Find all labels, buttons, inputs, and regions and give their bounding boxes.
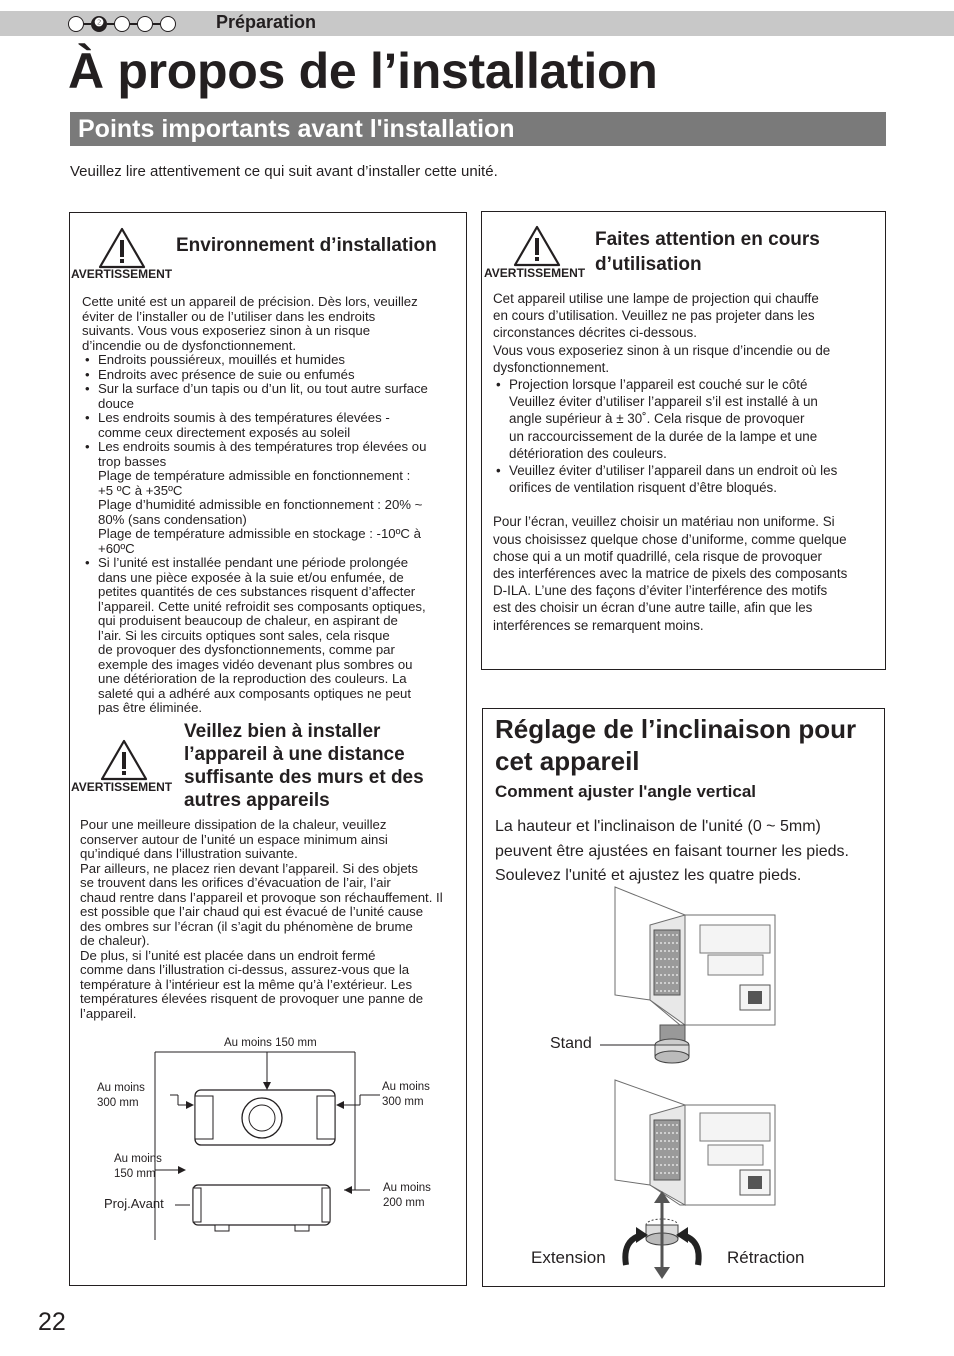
- warning-label: AVERTISSEMENT: [71, 267, 173, 281]
- list-item: • Endroits poussiéreux, mouillés et humides: [98, 353, 460, 368]
- diagram-label-top: Au moins 150 mm: [224, 1037, 317, 1049]
- distance-text: Pour une meilleure dissipation de la chaleur, veuillez conserver autour de l’unité un espace minimum ainsi qu’indiqué dans l’illustration suivante. Par ailleurs, ne placez rien devant l’appareil. Si des objets se trouvent dans les orifices d’évacuation de l’air, l’air chaud rentre dans l’appareil et provoque son réchauffement. Il est possible que l’air chaud qui est évacué de l’unité cause des ombres sur l’écran (il s’agit du phénomène de brume de chaleur). De plus, si l’unité est placée dans un endroit fermé comme dans l’illustration ci-dessus, assurez-vous que la température à l’intérieur est la même qu’à l’extérieur. Les températures élevées risquent de provoquer une panne de l’appareil.: [80, 817, 443, 1021]
- list-item: • Les endroits soumis à des températures trop élevées ou trop basses Plage de température admissible en fonctionnement : +5 ºC à +35ºC Plage d’humidité admissible en fonctionnement : 20% ~ 80% (sans condensation) Plage de température admissible en stockage : -10ºC à +60ºC: [98, 440, 460, 556]
- step-dot-active: ❷: [91, 16, 107, 32]
- warning-label: AVERTISSEMENT: [71, 780, 173, 794]
- attention-text: Cet appareil utilise une lampe de projection qui chauffe en cours d’utilisation. Veuillez ne pas projeter dans les circonstances décrites ci-dessous. Vous vous exposeriez sinon à un risque d’incendie ou de dysfonctionnement. • Projection lorsque l’appareil est couché sur le côté Veuillez éviter d’utiliser l’appareil s’il est installé à un angle supérieur à ± 30˚. Cela risque de provoquer un raccourcissement de la durée de la lampe et une détérioration des couleurs. • Veuillez éviter d’utiliser l’appareil dans un endroit où les orifices de ventilation risquent d’être bloqués. Pour l’écran, veuillez choisir un matériau non uniforme. Si vous choisissez quelque chose d’uniforme, comme quelque chose qui a un motif quadrillé, cela risque de provoquer des interférences avec la matrice de pixels des composants D-ILA. L’une des façons d’éviter l’interférence des motifs est des choisir un écran d’une autre taille, afin que les interférences se remarquent moins.: [493, 290, 879, 634]
- tilt-subtitle: Comment ajuster l'angle vertical: [495, 782, 757, 801]
- retraction-label: Rétraction: [727, 1248, 805, 1267]
- step-indicator: [68, 14, 176, 34]
- intro-text: Veuillez lire attentivement ce qui suit avant d’installer cette unité.: [70, 163, 498, 180]
- step-dot: [160, 16, 176, 32]
- env-title: Environnement d’installation: [176, 235, 437, 256]
- attention-title: Faites attention en cours d’utilisation: [595, 229, 820, 275]
- subheading: Points importants avant l'installation: [78, 115, 515, 143]
- tilt-text: La hauteur et l'inclinaison de l'unité (0 ~ 5mm) peuvent être ajustées en faisant tourner les pieds. Soulevez l'unité et ajustez les quatre pieds.: [495, 818, 849, 884]
- warning-triangle-icon: [99, 738, 149, 782]
- list-item: • Sur la surface d’un tapis ou d’un lit, ou tout autre surface douce: [98, 382, 460, 411]
- warning-triangle-icon: [512, 224, 562, 268]
- step-dot: [114, 16, 130, 32]
- tilt-title: Réglage de l’inclinaison pour cet appareil: [495, 714, 857, 776]
- step-dot: [137, 16, 153, 32]
- diagram-label-left: Au moins 300 mm: [97, 1082, 145, 1109]
- list-item: • Endroits avec présence de suie ou enfumés: [98, 368, 460, 383]
- list-item: • Les endroits soumis à des températures élevées - comme ceux directement exposés au soleil: [98, 411, 460, 440]
- warning-triangle-icon: [97, 226, 147, 270]
- list-item: • Projection lorsque l’appareil est couché sur le côté Veuillez éviter d’utiliser l’appareil s’il est installé à un angle supérieur à ± 30˚. Cela risque de provoquer un raccourcissement de la durée de la lampe et une détérioration des couleurs.: [509, 376, 879, 462]
- foot-adjust-illustration: [600, 885, 880, 1280]
- list-item: • Veuillez éviter d’utiliser l’appareil dans un endroit où les orifices de ventilation risquent d’être bloqués.: [509, 462, 879, 496]
- section-label: Préparation: [216, 12, 317, 32]
- env-text: Cette unité est un appareil de précision. Dès lors, veuillez éviter de l’installer ou de l’utiliser dans les endroits suivants. Vous vous exposeriez sinon à un risque d’incendie ou de dysfonctionnement. • Endroits poussiéreux, mouillés et humides • Endroits avec présence de suie ou enfumés • Sur la surface d’un tapis ou d’un lit, ou tout autre surface douce • Les endroits soumis à des températures élevées - comme ceux directement exposés au soleil • Les endroits soumis à des températures trop élevées ou trop basses Plage de température admissible en fonctionnement : +5 ºC à +35ºC Plage d’humidité admissible en fonctionnement : 20% ~ 80% (sans condensation) Plage de température admissible en stockage : -10ºC à +60ºC • Si l’unité est installée pendant une période prolongée dans une pièce exposée à la suie et/ou enfumée, de petites quantités de ces substances risquent d’affecter l’appareil. Cette unité refroidit ses composants optiques, qui produisent beaucoup de chaleur, en aspirant de l’air. Si les circuits optiques sont sales, cela risque de provoquer des dysfonctionnements, comme par exemple des images vidéo devenant plus sombres ou une détérioration de la reproduction des couleurs. La saleté qui a adhéré aux composants optiques ne peut pas être éliminée.: [82, 295, 460, 716]
- diagram-label-right: Au moins 300 mm: [382, 1081, 430, 1108]
- page-number: 22: [38, 1308, 66, 1336]
- stand-label: Stand: [550, 1035, 592, 1052]
- extension-label: Extension: [531, 1248, 606, 1267]
- step-dot: [68, 16, 84, 32]
- diagram-label-bottom: Au moins 200 mm: [383, 1182, 431, 1209]
- diagram-label-front: Proj.Avant: [104, 1196, 164, 1211]
- distance-title: Veillez bien à installer l’appareil à une distance suffisante des murs et des autres appareils: [184, 721, 424, 811]
- clearance-diagram: [90, 1030, 460, 1250]
- warning-label: AVERTISSEMENT: [484, 266, 586, 280]
- diagram-label-mid: Au moins 150 mm: [114, 1153, 162, 1180]
- page-title: À propos de l’installation: [68, 43, 658, 99]
- list-item: • Si l’unité est installée pendant une période prolongée dans une pièce exposée à la suie et/ou enfumée, de petites quantités de ces substances risquent d’affecter l’appareil. Cette unité refroidit ses composants optiques, qui produisent beaucoup de chaleur, en aspirant de l’air. Si les circuits optiques sont sales, cela risque de provoquer des dysfonctionnements, comme par exemple des images vidéo devenant plus sombres ou une détérioration de la reproduction des couleurs. La saleté qui a adhéré aux composants optiques ne peut pas être éliminée.: [98, 556, 460, 716]
